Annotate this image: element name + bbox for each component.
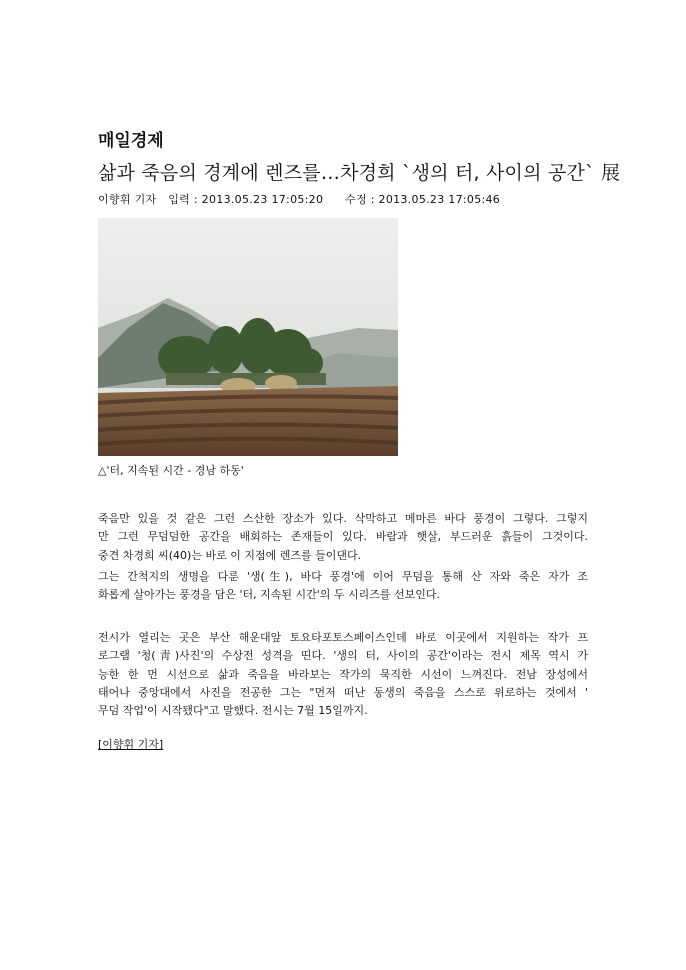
text-line: 중견 차경희 씨(40)는 바로 이 지점에 렌즈를 들이댄다. <box>98 548 362 562</box>
text-line: 그는 간척지의 생명을 다룬 '생(生), 바다 풍경'에 이어 무덤을 통해 산 자와 죽은 자가 조 <box>98 570 588 583</box>
text-line: 죽음만 있을 것 같은 그런 스산한 장소가 있다. 삭막하고 메마른 바다 풍경이 그렇다. 그렇지 <box>98 512 588 525</box>
reporter-name: 이향휘 기자 <box>98 193 157 206</box>
article-photo <box>98 218 398 456</box>
modified-time: 수정 : 2013.05.23 17:05:46 <box>345 193 501 206</box>
photo-caption: △'터, 지속된 시간 - 경남 하동' <box>98 464 244 477</box>
input-time: 입력 : 2013.05.23 17:05:20 <box>168 193 324 206</box>
byline <box>98 191 508 207</box>
text-line: 로그램 '청(靑)사진'의 수상전 성격을 띤다. '생의 터, 사이의 공간'이라는 전시 제목 역시 가 <box>98 649 588 663</box>
text-line: 만 그런 무덤덤한 공간을 배회하는 존재들이 있다. 바람과 햇살, 부드러운 흙들이 그것이다. <box>98 530 588 544</box>
paragraph-1 <box>98 510 588 565</box>
text-line: 화롭게 살아가는 풍경을 담은 '터, 지속된 시간'의 두 시리즈를 선보인다. <box>98 588 441 602</box>
paragraph-3 <box>98 629 588 720</box>
text-line: 전시가 열리는 곳은 부산 해운대앞 토요타포토스페이스인데 바로 이곳에서 지원하는 작가 프 <box>98 631 588 644</box>
reporter-link[interactable]: [이향휘 기자] <box>98 738 164 751</box>
text-line: 능한 한 먼 시선으로 삶과 죽음을 바라보는 작가의 묵직한 시선이 느껴진다. 전남 장성에서 <box>98 667 588 681</box>
text-line: 무덤 작업'이 시작됐다"고 말했다. 전시는 7월 15일까지. <box>98 704 368 718</box>
text-line: 태어나 중앙대에서 사진을 전공한 그는 "먼저 떠난 동생의 죽음을 스스로 위로하는 것에서 ' <box>98 685 588 699</box>
masthead: 매일경제 <box>98 131 164 151</box>
article-title: 삶과 죽음의 경계에 렌즈를…차경희 `생의 터, 사이의 공간` 展 <box>98 162 621 184</box>
paragraph-2 <box>98 568 588 605</box>
